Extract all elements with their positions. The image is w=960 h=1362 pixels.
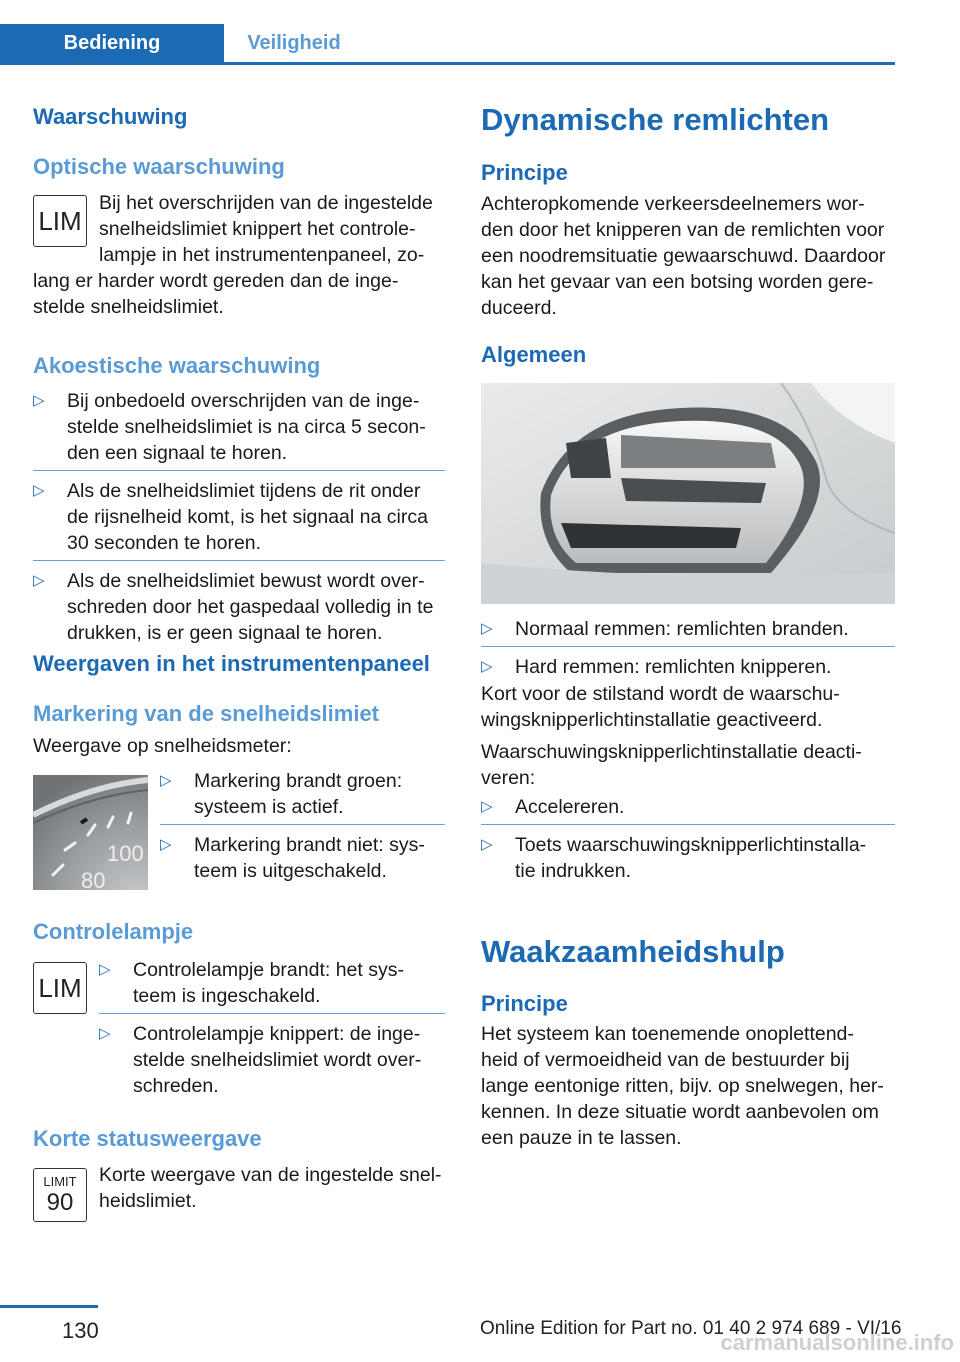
heading-optische-waarschuwing: Optische waarschuwing [33,154,285,179]
speedo-label-100: 100 [107,841,144,866]
heading-korte-statusweergave: Korte statusweergave [33,1126,262,1151]
list-item [481,616,895,642]
text-line: kan het gevaar van een botsing worden gere- [481,271,874,293]
controlelampje-bullet-list [99,957,445,1099]
text-line: Hard remmen: remlichten knipperen. [515,656,832,678]
text-line: Markering brandt niet: sys- [194,834,425,856]
list-item [481,832,895,884]
bullet-triangle-icon: ▷ [99,1025,111,1042]
heading-waakzaamheidshulp: Waakzaamheidshulp [481,934,785,969]
bullet-triangle-icon: ▷ [33,392,45,409]
text-line: 30 seconden te horen. [67,532,262,554]
heading-akoestische-waarschuwing: Akoestische waarschuwing [33,353,321,378]
text-line: lang er harder wordt gereden dan de inge- [33,270,399,292]
text-line: wingsknipperlichtinstallatie geactiveerd. [481,709,823,731]
bullet-triangle-icon: ▷ [33,482,45,499]
text-line: Controlelampje brandt: het sys- [133,959,404,981]
text-line: drukken, is er geen signaal te horen. [67,622,383,644]
text-line: heidslimiet. [99,1190,197,1212]
text-line: Accelereren. [515,796,625,818]
akoestische-bullet-list [33,388,445,646]
text-line: de rijsnelheid komt, is het signaal na circa [67,506,428,528]
list-item [33,478,445,556]
bullet-triangle-icon: ▷ [481,620,493,637]
watermark-text: carmanualsonline.info [720,1330,954,1355]
tab-bediening[interactable]: Bediening [63,32,161,54]
text-line: Bij onbedoeld overschrijden van de inge- [67,390,420,412]
text-line: een pauze in te lassen. [481,1127,682,1149]
list-item [99,957,445,1009]
tab-veiligheid[interactable]: Veiligheid [247,32,341,54]
text-line: snelheidslimiet knippert het controle- [99,218,416,240]
text-line: den een signaal te horen. [67,442,288,464]
page-number: 130 [62,1318,99,1343]
remmen-bullet-list [481,616,895,680]
korte-paragraph [99,1162,449,1214]
lim-indicator-icon [33,962,87,1014]
text-line: schreden. [133,1075,219,1097]
divider [481,824,895,825]
text-line: Als de snelheidslimiet tijdens de rit onder [67,480,421,502]
text-line: Kort voor de stilstand wordt de waarschu- [481,683,840,705]
optische-paragraph-full [33,268,445,320]
text-line: Bij het overschrijden van de ingestelde [99,192,433,214]
heading-principe: Principe [481,160,568,185]
divider [33,560,445,561]
divider [33,470,445,471]
markering-bullet-list [160,768,445,884]
bullet-triangle-icon: ▷ [481,836,493,853]
text-line: Als de snelheidslimiet bewust wordt over- [67,570,425,592]
heading-dynamische-remlichten: Dynamische remlichten [481,102,830,137]
text-line: teem is ingeschakeld. [133,985,321,1007]
heading-principe-2: Principe [481,991,568,1016]
text-line: heid of vermoeidheid van de bestuurder bij [481,1049,850,1071]
list-item [481,794,895,820]
deact-paragraph [481,739,901,791]
heading-waarschuwing: Waarschuwing [33,104,188,129]
divider [99,1013,445,1014]
text-line: Het systeem kan toenemende onoplettend- [481,1023,854,1045]
list-item [481,654,895,680]
bullet-triangle-icon: ▷ [481,798,493,815]
list-item [160,832,445,884]
speedo-label-80: 80 [81,868,106,890]
text-line: Markering brandt groen: [194,770,403,792]
list-item [99,1021,445,1099]
lim-indicator-icon [33,195,87,247]
limit-icon-label: LIMIT [43,1174,77,1189]
list-item [33,568,445,646]
text-line: teem is uitgeschakeld. [194,860,387,882]
limit-icon-number: 90 [46,1189,74,1216]
text-line: Normaal remmen: remlichten branden. [515,618,849,640]
edition-text: Online Edition for Part no. 01 40 2 974 689 - VI/16 [480,1318,902,1339]
tab-bar [0,24,895,65]
text-line: systeem is actief. [194,796,344,818]
text-line: den door het knipperen van de remlichten voor [481,219,885,241]
text-line: Achteropkomende verkeersdeelnemers wor- [481,193,865,215]
bullet-triangle-icon: ▷ [99,961,111,978]
divider [160,824,445,825]
heading-markering: Markering van de snelheidslimiet [33,701,380,726]
lim-icon-label: LIM [38,206,82,236]
text-line: veren: [481,767,536,789]
footer-accent-line [0,1305,98,1308]
heading-weergaven: Weergaven in het instrumentenpaneel [33,651,430,676]
text-line: Waarschuwingsknipperlichtinstallatie deacti- [481,741,862,763]
list-item [33,388,445,466]
heading-algemeen: Algemeen [481,342,587,367]
deact-bullet-list [481,794,895,884]
text-line: kennen. In deze situatie wordt aanbevolen om [481,1101,879,1123]
text-line: stelde snelheidslimiet. [33,296,224,318]
bullet-triangle-icon: ▷ [481,658,493,675]
text-line: lampje in het instrumentenpaneel, zo- [99,244,425,266]
text-line: duceerd. [481,297,557,319]
text-line: Toets waarschuwingsknipperlichtinstalla- [515,834,867,856]
text-line: tie indrukken. [515,860,631,882]
tail-light-image [481,383,895,604]
limit-90-icon [33,1168,87,1222]
text-line: lange eentonige ritten, bijv. op snelwegen, her- [481,1075,884,1097]
divider [481,646,895,647]
text-line: een noodremsituatie gewaarschuwd. Daardoor [481,245,886,267]
list-item [160,768,445,820]
text-line: stelde snelheidslimiet wordt over- [133,1049,422,1071]
text-line: stelde snelheidslimiet is na circa 5 secon- [67,416,426,438]
bullet-triangle-icon: ▷ [160,836,172,853]
kort-paragraph [481,681,901,733]
text-line: Controlelampje knippert: de inge- [133,1023,421,1045]
bullet-triangle-icon: ▷ [33,572,45,589]
lim-icon-label: LIM [38,973,82,1003]
text-line: Korte weergave van de ingestelde snel- [99,1164,442,1186]
principe2-paragraph [481,1021,901,1151]
text-line: schreden door het gaspedaal volledig in te [67,596,434,618]
weergave-text: Weergave op snelheidsmeter: [33,735,292,757]
principe-paragraph [481,191,901,321]
optische-paragraph-indent [99,190,445,268]
speedometer-image [33,775,148,890]
bullet-triangle-icon: ▷ [160,772,172,789]
heading-controlelampje: Controlelampje [33,919,194,944]
